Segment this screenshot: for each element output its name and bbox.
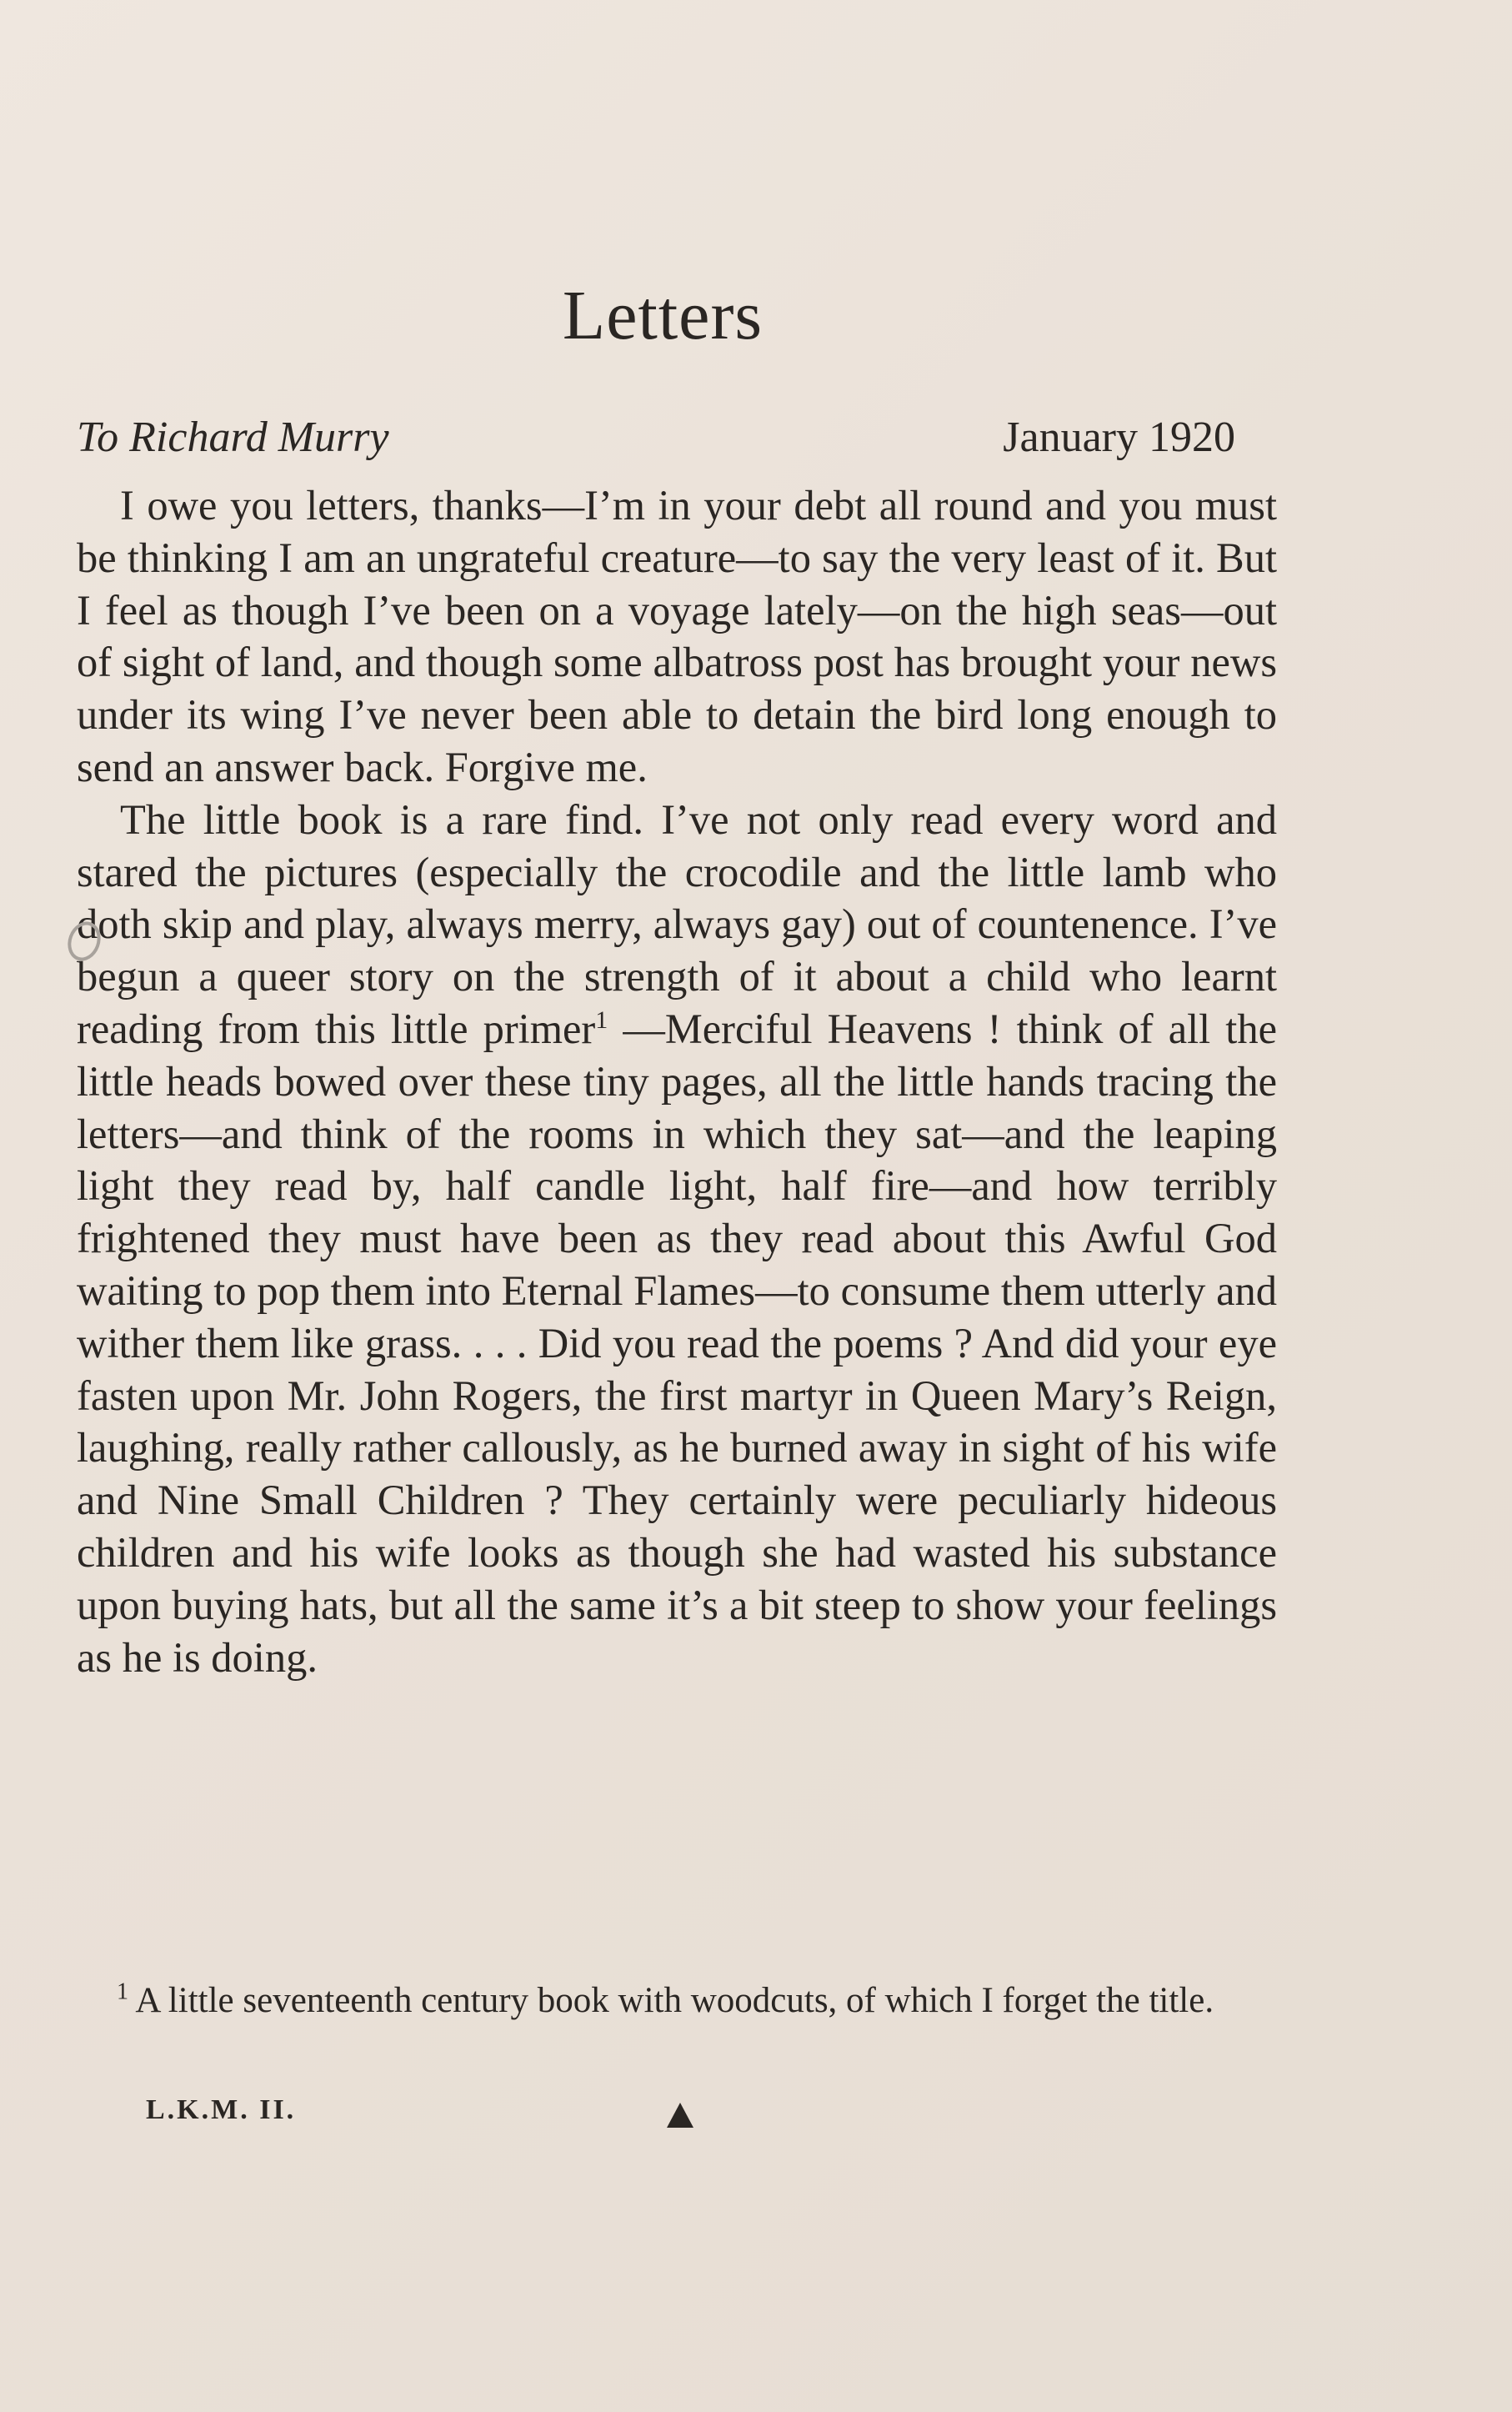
paragraph-2-part-2: —Merciful Heavens ! think of all the little heads bowed over these tiny pages, all the little hands tracing the letters—and think of the rooms in which they sat—and the leaping light they read by, half candle light, half fire—and how terribly frightened they must have been as they read about this Awful God waiting to pop them into Eternal Flames—to consume them utterly and wither them like grass. . . . Did you read the poems ? And did your eye fasten upon Mr. John Rogers, the first martyr in Queen Mary’s Reign, laughing, really rather callously, as he burned away in sight of his wife and Nine Small Children ? They certainly were peculiarly hideous children and his wife looks as though she had wasted his substance upon buying hats, but all the same it’s a bit steep to show your feelings as he is doing. <box>77 1005 1278 1681</box>
paragraph-1: I owe you letters, thanks—I’m in your debt all round and you must be thinking I am an ungrateful creature—to say the very least of it. But I feel as though I’ve been on a voyage lately—on the high seas—out of sight of land, and though some albatross post has brought your news under its wing I’ve never been able to detain the bird long enough to send an answer back. Forgive me. <box>77 482 1277 790</box>
paragraph-2-part-1: The little book is a rare find. I’ve not only read every word and stared the pictures (especially the crocodile and the little lamb who doth skip and play, always merry, always gay) out of countenence. I’ve begun a queer story on the strength of it about a child who learnt reading from this little primer <box>77 795 1277 1052</box>
footnote-text: A little seventeenth century book with woodcuts, of which I forget the title. <box>128 1981 1214 2020</box>
footnote-marker: 1 <box>117 1978 128 2005</box>
paragraph-2 <box>77 794 1277 1684</box>
triangle-printer-mark <box>667 2103 693 2128</box>
letter-header <box>77 413 1235 462</box>
letter-recipient: To Richard Murry <box>77 414 389 461</box>
footnote-reference: 1 <box>595 1006 608 1035</box>
page-heading: Letters <box>562 277 764 354</box>
signature-mark: L.K.M. II. <box>146 2094 297 2125</box>
letter-date: January 1920 <box>1003 414 1235 461</box>
footnote <box>77 1978 1285 2023</box>
letter-body <box>77 479 1277 1683</box>
